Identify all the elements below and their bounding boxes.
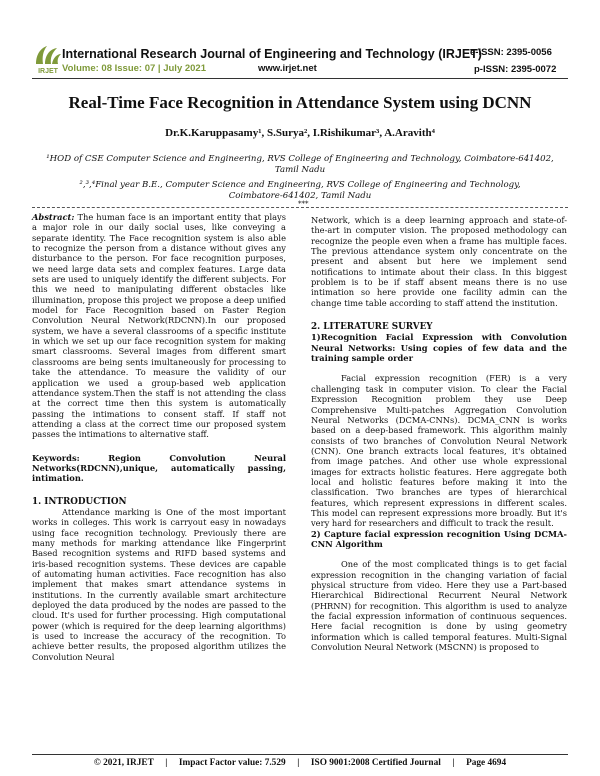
keywords: Keywords: Region Convolution Neural Networks(RDCNN),unique, automatically passing, intimation. [32, 452, 286, 484]
literature-subsection-2: 2) Capture facial expression recognition Using DCMA-CNN Algorithm [311, 528, 567, 549]
journal-logo [33, 42, 63, 74]
paper-title: Real-Time Face Recognition in Attendance System using DCNN [68, 93, 532, 112]
intro-paragraph-continued: Network, which is a deep learning approach and state-of-the-art in computer vision. The proposed methodology can recognize the people even when a frame has multiple faces. The previous attendance system only concentrate on the present and absent but here we implement send notifications to intimate about their class. In this biggest problem is to be if staff absent means there is no use intimation so here provide one facility admin can the change time table according to staff attend the institution. [311, 215, 567, 308]
right-column [311, 215, 567, 652]
footer-rule [32, 754, 568, 755]
p-issn: p-ISSN: 2395-0072 [474, 64, 557, 75]
abstract-label: Abstract: [32, 212, 75, 222]
left-column [32, 212, 286, 662]
literature-subsection-1: 1)Recognition Facial Expression with Convolution Neural Networks: Using copies of few data and the training sample order [311, 332, 567, 364]
paper-authors: Dr.K.Karuppasamy¹, S.Surya², I.Rishikumar³, A.Aravith⁴ [165, 127, 435, 139]
header-rule [32, 78, 568, 79]
affiliation-2: ²,³,⁴Final year B.E., Computer Science and Engineering, RVS College of Engineering and Technology, Coimbatore-641402, Tamil Nadu [79, 180, 521, 201]
page-footer: © 2021, IRJET | Impact Factor value: 7.529 | ISO 9001:2008 Certified Journal | Page 4694 [93, 758, 507, 768]
literature-paragraph-2: One of the most complicated things is to get facial expression recognition in the changing variation of facial physical structure from video. Here they use a Part-based Hierarchical Bidirectional Recurrent Neural Network (PHRNN) for recognition. This algorithm is used to analyze the facial expression information of continuous sequences. Here facial recognition is done by using geometry information which is called temporal features. Multi-Signal Convolution Neural Network (MSCNN) is proposed to [311, 559, 567, 653]
abstract-text: The human face is an important entity that plays a major role in our daily social uses, like conveying a separate identity. The Face recognition system is also able to recognize the person from a distance without gives any disturbance to the person. For face recognition purposes, we need large data sets and complex features. Large data sets are used to uniquely identify the different subjects. For this we need to manipulating different obstacles like illumination, propose this project we propose a deep unified model for Face Recognition based on Faster Region Convolution Neural Network(RDCNN).In our proposed system, we have a several classrooms of a specific institute in which we set up our face recognition system for making smart classrooms. Several images from different smart classrooms are being sents imultaneously for processing to take the attendance. To measure the validity of our application we used a group-based web application attendance system.Then the staff is not attending the class at the correct time then this system is automatically passing the intimations to consent staff. If staff not attending a class at the correct time our proposed system passes the intimations to alternative staff. [32, 212, 286, 440]
intro-paragraph: Attendance marking is One of the most important works in colleges. This work is carryout easy in nowadays using face recognition technology. Previously there are many methods for marking attendance like Fingerprint Based recognition systems and RIFD based systems and iris-based recognition systems. These devices are capable of automating human activities. Face recognition has also implement that makes smart attendance systems in institutions. In the currently available smart architecture deployed the data produced by the nodes are passed to the cloud. It's used for further processing. High computational power (which is required for the deep learning algorithms) is used to increase the accuracy of the recognition. To achieve better results, the proposed algorithm utilizes the Convolution Neural [32, 506, 286, 662]
journal-title: International Research Journal of Engineering and Technology (IRJET) [62, 47, 482, 61]
literature-paragraph-1: Facial expression recognition (FER) is a very challenging task in computer vision. To clear the Facial Expression Recognition problem they use Deep Comprehensive Multi-patches Aggregation Convolution Neural Networks (DCMA-CNNs). DCMA_CNN is works based on a deep-based framework. This algorithm mainly consists of two branches of Convolution Neural Network (CNN). One branch extracts local features, it's obtained from image patches. And other use whole expressional images for extracts holistic features. Here aggregate both local and holistic features before making it into the classification. Two branches are types of hierarchical features, which represent expressions in different scales. This model can represent expressions more broadly. But it's very hard for researchers and difficult to track the result. [311, 373, 567, 529]
volume-issue: Volume: 08 Issue: 07 | July 2021 [62, 63, 206, 74]
journal-website[interactable]: www.irjet.net [258, 63, 317, 74]
svg-text:IRJET: IRJET [38, 68, 58, 74]
separator-stars: *** [298, 200, 309, 208]
abstract [32, 212, 286, 440]
intro-heading: 1. INTRODUCTION [32, 496, 127, 507]
literature-heading: 2. LITERATURE SURVEY [311, 322, 433, 333]
e-issn: e-ISSN: 2395-0056 [470, 47, 552, 58]
affiliation-1: ¹HOD of CSE Computer Science and Engineering, RVS College of Engineering and Technology, Coimbatore-641402, Tamil Nadu [46, 154, 554, 175]
